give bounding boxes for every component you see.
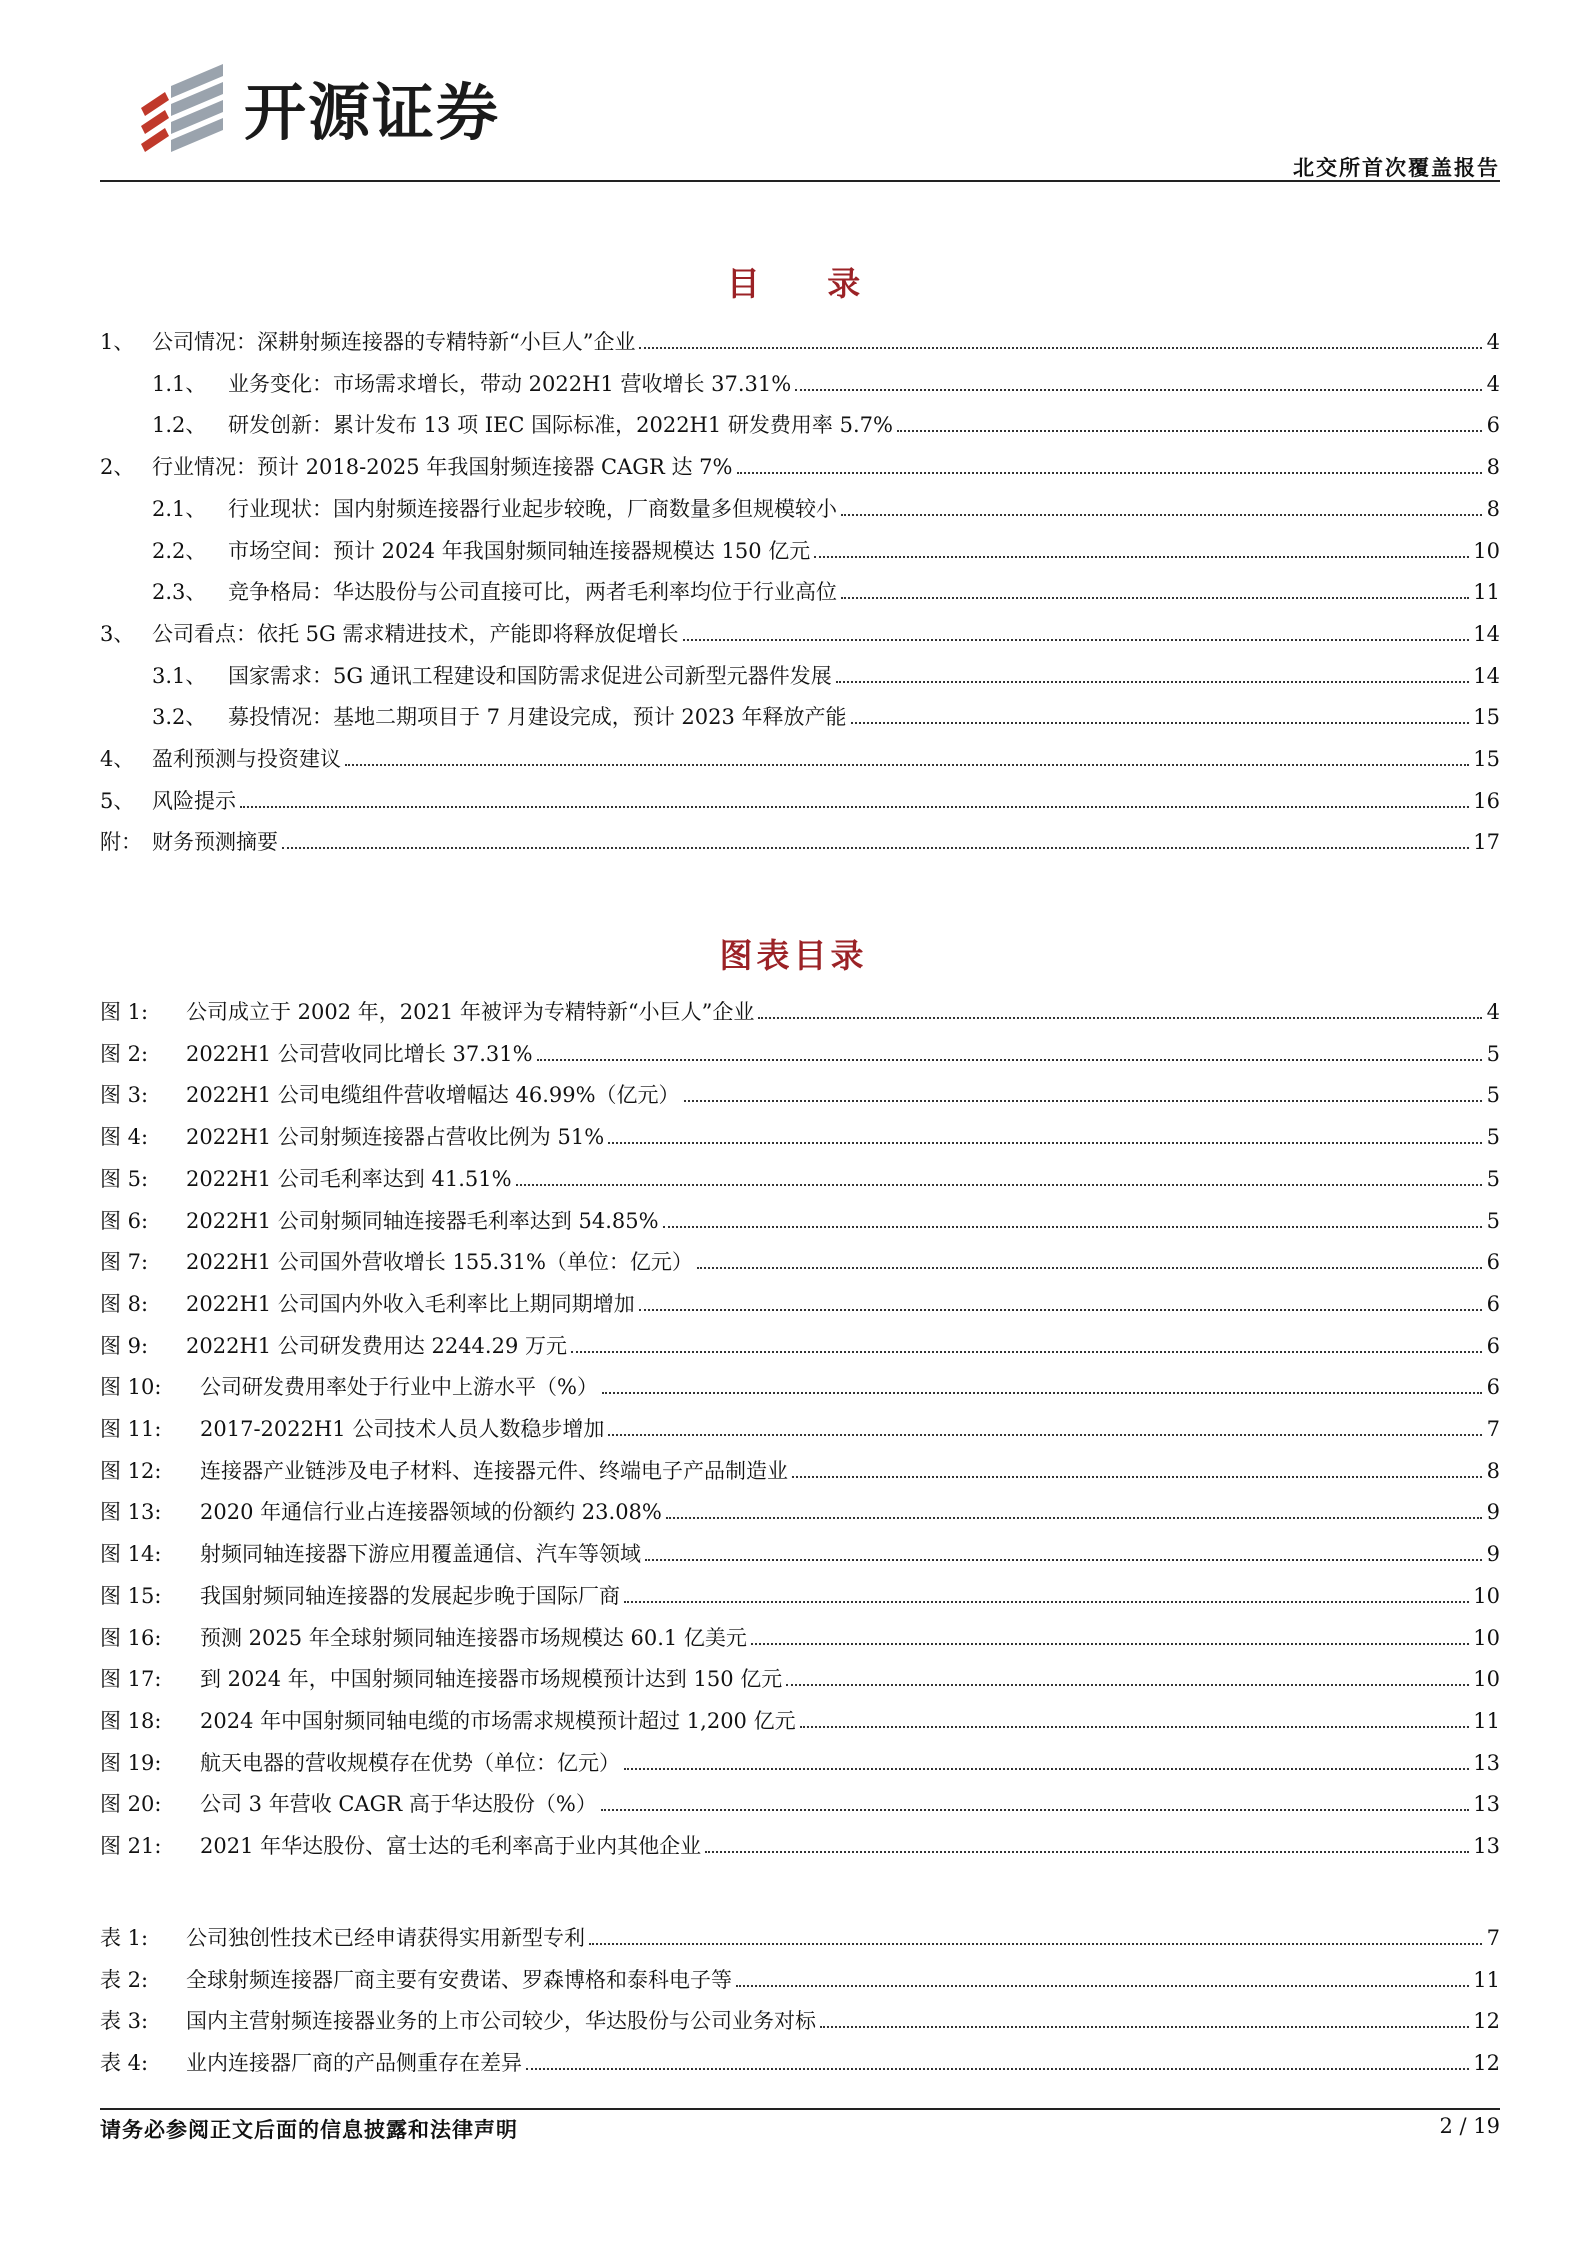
dot-leader [601,1809,1469,1811]
entry-page-number: 10 [1473,1583,1500,1608]
figure-entry[interactable] [100,1121,1500,1151]
dot-leader [624,1601,1469,1603]
figure-entry[interactable] [100,1580,1500,1610]
entry-page-number: 5 [1486,1041,1500,1066]
dot-leader [792,1476,1482,1478]
entry-number: 1.2、 [152,413,207,438]
entry-page-number: 5 [1486,1083,1500,1108]
entry-number: 图 12: [100,1458,162,1483]
entry-number: 图 9: [100,1333,149,1358]
entry-page-number: 5 [1486,1208,1500,1233]
entry-page-number: 6 [1486,413,1500,438]
entry-number: 2.2、 [152,538,207,563]
dot-leader [705,1851,1469,1853]
entry-page-number: 13 [1473,1792,1500,1817]
entry-number: 图 21: [100,1834,162,1858]
figure-entry[interactable] [100,1288,1500,1318]
dot-leader [645,1559,1482,1561]
entry-page-number: 8 [1486,455,1500,480]
figure-entry[interactable] [100,1079,1500,1109]
figure-entry[interactable] [100,1622,1500,1652]
brand-name: 开源证券 [244,76,501,149]
dot-leader [240,806,1469,808]
entry-title: 到 2024 年，中国射频同轴连接器市场规模预计达到 150 亿元 [200,1667,783,1692]
report-type: 北交所首次覆盖报告 [1293,156,1500,180]
entry-page-number: 6 [1486,1375,1500,1400]
dot-leader [608,1434,1482,1436]
dot-leader [639,347,1482,349]
entry-title: 市场空间：预计 2024 年我国射频同轴连接器规模达 150 亿元 [228,538,811,563]
entry-title: 射频同轴连接器下游应用覆盖通信、汽车等领域 [200,1542,641,1567]
entry-number: 图 13: [100,1500,162,1525]
entry-number: 表 2: [100,1967,149,1992]
entry-page-number: 10 [1473,538,1500,563]
entry-page-number: 7 [1486,1417,1500,1441]
page-indicator: 2 / 19 [1439,2114,1500,2138]
entry-page-number: 14 [1473,663,1500,688]
entry-page-number: 17 [1473,830,1500,855]
dot-leader [841,514,1482,516]
toc-entry[interactable] [100,368,1500,398]
entry-number: 表 3: [100,2009,149,2034]
entry-title: 行业情况：预计 2018-2025 年我国射频连接器 CAGR 达 7% [152,455,733,480]
entry-page-number: 15 [1473,747,1500,771]
table-entry[interactable] [100,2005,1500,2035]
toc-entry[interactable] [100,618,1500,648]
entry-page-number: 9 [1486,1500,1500,1525]
entry-number: 4、 [100,747,135,771]
dot-leader [751,1643,1469,1645]
entry-page-number: 12 [1473,2009,1500,2034]
entry-number: 2.1、 [152,496,207,521]
entry-number: 图 15: [100,1583,162,1608]
entry-number: 2、 [100,455,135,480]
entry-title: 公司研发费用率处于行业中上游水平（%） [200,1375,598,1400]
entry-page-number: 6 [1486,1250,1500,1275]
entry-title: 公司情况：深耕射频连接器的专精特新“小巨人”企业 [152,330,636,354]
entry-title: 国内主营射频连接器业务的上市公司较少，华达股份与公司业务对标 [186,2009,816,2034]
dot-leader [820,2026,1469,2028]
entry-number: 2.3、 [152,580,207,605]
figure-entry[interactable] [100,1538,1500,1568]
toc-entry[interactable] [100,409,1500,439]
entry-page-number: 6 [1486,1333,1500,1358]
entry-title: 2022H1 公司研发费用达 2244.29 万元 [186,1333,567,1358]
entry-title: 2022H1 公司营收同比增长 37.31% [186,1041,533,1066]
entry-number: 图 20: [100,1792,162,1817]
entry-number: 图 8: [100,1291,149,1316]
entry-number: 3.2、 [152,705,207,730]
entry-title: 2022H1 公司射频连接器占营收比例为 51% [186,1125,605,1150]
toc-entry[interactable] [100,451,1500,481]
entry-title: 行业现状：国内射频连接器行业起步较晚，厂商数量多但规模较小 [228,496,837,521]
entry-page-number: 4 [1486,371,1500,396]
toc-entry[interactable] [100,326,1500,356]
dot-leader [666,1517,1482,1519]
entry-page-number: 5 [1486,1125,1500,1150]
figure-entry[interactable] [100,1747,1500,1777]
dot-leader [683,639,1470,641]
entry-page-number: 4 [1486,330,1500,354]
dot-leader [841,597,1469,599]
brand-mark-icon [135,60,230,155]
entry-title: 风险提示 [152,788,236,813]
dot-leader [736,1985,1469,1987]
dot-leader [282,847,1469,849]
toc-entry[interactable] [100,535,1500,565]
figure-entry[interactable] [100,1496,1500,1526]
figure-entry[interactable] [100,1330,1500,1360]
dot-leader [697,1267,1482,1269]
dot-leader [602,1392,1482,1394]
entry-title: 2022H1 公司毛利率达到 41.51% [186,1166,512,1191]
entry-page-number: 11 [1473,580,1500,605]
entry-number: 3、 [100,621,135,646]
figure-entry[interactable] [100,1038,1500,1068]
dot-leader [737,472,1483,474]
toc-entry[interactable] [100,701,1500,731]
entry-page-number: 10 [1473,1667,1500,1692]
entry-number: 表 4: [100,2051,149,2076]
entry-title: 连接器产业链涉及电子材料、连接器元件、终端电子产品制造业 [200,1458,788,1483]
entry-number: 5、 [100,788,135,813]
entry-page-number: 6 [1486,1291,1500,1316]
dot-leader [684,1100,1482,1102]
page-footer [100,2108,1500,2142]
entry-title: 航天电器的营收规模存在优势（单位：亿元） [200,1750,620,1775]
entry-page-number: 14 [1473,621,1500,646]
entry-number: 图 3: [100,1083,149,1108]
table-entry[interactable] [100,1922,1500,1952]
entry-title: 2017-2022H1 公司技术人员人数稳步增加 [200,1417,605,1441]
figure-entry[interactable] [100,1246,1500,1276]
dot-leader [795,389,1482,391]
entry-title: 公司成立于 2002 年，2021 年被评为专精特新“小巨人”企业 [186,1000,755,1024]
entry-page-number: 11 [1473,1967,1500,1992]
entry-number: 图 11: [100,1417,162,1441]
entry-page-number: 10 [1473,1625,1500,1650]
dot-leader [851,722,1470,724]
figure-entry[interactable] [100,1455,1500,1485]
entry-title: 2021 年华达股份、富士达的毛利率高于业内其他企业 [200,1834,702,1858]
toc-entry[interactable] [100,743,1500,773]
entry-title: 财务预测摘要 [152,830,278,855]
entry-title: 2022H1 公司电缆组件营收增幅达 46.99%（亿元） [186,1083,680,1108]
dot-leader [758,1017,1482,1019]
entry-number: 图 1: [100,1000,149,1024]
toc-entry[interactable] [100,493,1500,523]
entry-number: 图 19: [100,1750,162,1775]
entry-title: 业内连接器厂商的产品侧重存在差异 [186,2051,522,2076]
dot-leader [814,556,1469,558]
header-divider [100,180,1500,182]
entry-number: 1、 [100,330,135,354]
entry-page-number: 11 [1473,1708,1500,1733]
dot-leader [571,1351,1482,1353]
entry-number: 图 7: [100,1250,149,1275]
entry-number: 图 18: [100,1708,162,1733]
toc-entry[interactable] [100,785,1500,815]
entry-title: 公司 3 年营收 CAGR 高于华达股份（%） [200,1792,597,1817]
dot-leader [639,1309,1482,1311]
entry-number: 图 6: [100,1208,149,1233]
disclaimer-text: 请务必参阅正文后面的信息披露和法律声明 [100,2118,518,2142]
dot-leader [624,1768,1469,1770]
figure-entry[interactable] [100,1371,1500,1401]
entry-title: 国家需求：5G 通讯工程建设和国防需求促进公司新型元器件发展 [228,663,832,688]
dot-leader [345,764,1469,766]
figure-entry[interactable] [100,1663,1500,1693]
entry-title: 2022H1 公司射频同轴连接器毛利率达到 54.85% [186,1208,659,1233]
entry-title: 募投情况：基地二期项目于 7 月建设完成，预计 2023 年释放产能 [228,705,847,730]
entry-number: 图 2: [100,1041,149,1066]
entry-page-number: 5 [1486,1166,1500,1191]
entry-title: 竞争格局：华达股份与公司直接可比，两者毛利率均位于行业高位 [228,580,837,605]
entry-title: 我国射频同轴连接器的发展起步晚于国际厂商 [200,1583,620,1608]
figure-entry[interactable] [100,1830,1500,1860]
entry-number: 图 16: [100,1625,162,1650]
entry-title: 2022H1 公司国外营收增长 155.31%（单位：亿元） [186,1250,693,1275]
toc-entry[interactable] [100,576,1500,606]
entry-number: 1.1、 [152,371,207,396]
entry-page-number: 13 [1473,1750,1500,1775]
entry-number: 图 4: [100,1125,149,1150]
entry-title: 公司独创性技术已经申请获得实用新型专利 [186,1926,585,1950]
dot-leader [608,1142,1482,1144]
entry-number: 图 5: [100,1166,149,1191]
entry-page-number: 9 [1486,1542,1500,1567]
entry-title: 2020 年通信行业占连接器领域的份额约 23.08% [200,1500,662,1525]
toc-entry[interactable] [100,826,1500,856]
brand-logo [135,60,500,155]
dot-leader [589,1943,1482,1945]
entry-title: 2022H1 公司国内外收入毛利率比上期同期增加 [186,1291,635,1316]
footer-divider [100,2108,1500,2110]
figure-entry[interactable] [100,1413,1500,1443]
dot-leader [897,430,1482,432]
entry-page-number: 12 [1473,2051,1500,2076]
entry-number: 图 14: [100,1542,162,1567]
entry-page-number: 16 [1473,788,1500,813]
figure-entry[interactable] [100,1788,1500,1818]
entry-title: 2024 年中国射频同轴电缆的市场需求规模预计超过 1,200 亿元 [200,1708,796,1733]
dot-leader [537,1059,1482,1061]
page-header [100,40,1500,180]
entry-title: 全球射频连接器厂商主要有安费诺、罗森博格和泰科电子等 [186,1967,732,1992]
entry-page-number: 4 [1486,1000,1500,1024]
entry-page-number: 8 [1486,1458,1500,1483]
dot-leader [786,1684,1469,1686]
entry-page-number: 8 [1486,496,1500,521]
entry-number: 图 10: [100,1375,162,1400]
figure-entry[interactable] [100,996,1500,1026]
entry-title: 研发创新：累计发布 13 项 IEC 国际标准，2022H1 研发费用率 5.7% [228,413,893,438]
entry-title: 公司看点：依托 5G 需求精进技术，产能即将释放促增长 [152,621,679,646]
dot-leader [526,2068,1469,2070]
entry-title: 盈利预测与投资建议 [152,747,341,771]
dot-leader [663,1226,1482,1228]
entry-number: 表 1: [100,1926,149,1950]
dot-leader [516,1184,1482,1186]
figure-entry[interactable] [100,1163,1500,1193]
figure-entry[interactable] [100,1705,1500,1735]
entry-number: 图 17: [100,1667,162,1692]
toc-title: 目 录 [726,264,889,303]
entry-page-number: 7 [1486,1926,1500,1950]
entry-number: 附： [100,830,142,855]
table-entry[interactable] [100,1964,1500,1994]
toc-entry[interactable] [100,660,1500,690]
entry-page-number: 15 [1473,705,1500,730]
figure-entry[interactable] [100,1205,1500,1235]
dot-leader [800,1726,1470,1728]
dot-leader [836,681,1469,683]
entry-title: 预测 2025 年全球射频同轴连接器市场规模达 60.1 亿美元 [200,1625,747,1650]
entry-title: 业务变化：市场需求增长，带动 2022H1 营收增长 37.31% [228,371,792,396]
entry-number: 3.1、 [152,663,207,688]
table-entry[interactable] [100,2047,1500,2077]
figure-list-title: 图表目录 [719,936,868,975]
entry-page-number: 13 [1473,1834,1500,1858]
